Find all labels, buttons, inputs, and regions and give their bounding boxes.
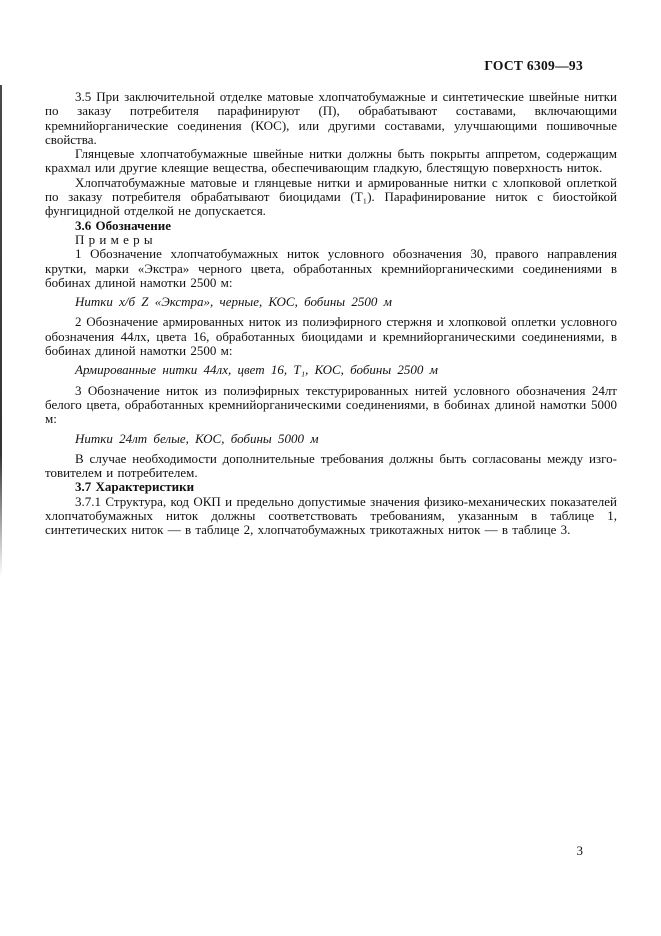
example-2-intro: 2 Обозначение армированных ниток из полиэфирного стержня и хлопковой оплетки условного обозначения 44лх, цвета 16, обработанных биоцидами и кремнийорганическими соединениями, в бобинах длиной намотки 2500 м:	[45, 314, 617, 359]
heading-3-6-designation: 3.6 Обозначение	[75, 217, 171, 233]
examples-label: П р и м е р ы	[75, 231, 153, 247]
document-header	[45, 58, 583, 74]
scan-artifact-line	[0, 85, 2, 577]
example-3-designation: Нитки 24лт белые, КОС, бобины 5000 м	[75, 430, 319, 446]
heading-3-7-characteristics: 3.7 Характеристики	[75, 479, 195, 495]
paragraph-3-5: 3.5 При заключительной отделке матовые хлопчатобумажные и синтетические швейные нитки по заказу потребителя парафинируют (П), обрабатывают составами, включающими кремнийорганические соединения (КОС), или другими составами, улучшающими пошивочные свойства.	[45, 89, 617, 147]
example-3-intro: 3 Обозначение ниток из полиэфирных текстурированных нитей условного обозначения 24лт белого цвета, обработанных кремнийорганическими соединениями, в бобинах длиной намотки 5000 м:	[45, 382, 617, 427]
paragraph-additional-requirements: В случае необходимости дополнительные требования должны быть согласованы между изготовителем и потребителем.	[45, 450, 617, 481]
paragraph-3-7-1: 3.7.1 Структура, код ОКП и предельно допустимые значения физико-механических показателей хлопчатобумажных ниток должны соответствовать требованиям, указанным в таблице 1, синтетических ниток — в таблице 2, хлопчатобумажных трикотажных ниток — в таблице 3.	[45, 493, 617, 538]
paragraph-glossy-threads: Глянцевые хлопчатобумажные швейные нитки должны быть покрыты аппретом, содержащим крахмал или другие клеящие вещества, обеспечивающим гладкую, блестящую поверхность ниток.	[45, 146, 617, 176]
example-1-intro: 1 Обозначение хлопчатобумажных ниток условного обозначения 30, правого направления крутки, марки «Экстра» черного цвета, обработанных кремнийорганическими соединениями в бобинах длиной намотки 2500 м:	[45, 246, 617, 290]
example-1-designation: Нитки х/б Z «Экстра», черные, КОС, бобины 2500 м	[75, 294, 392, 310]
example-2-designation: Армированные нитки 44лх, цвет 16, Т₁, КОС, бобины 2500 м	[75, 362, 438, 378]
document-body	[45, 90, 617, 538]
page-number: 3	[576, 843, 583, 858]
paragraph-matte-threads: Хлопчатобумажные матовые и глянцевые нитки и армированные нитки с хлопковой оплеткой по заказу потребителя обрабатывают биоцидами (Т₁). Парафинирование ниток с биостойкой фунгицидной отделкой не допускается.	[45, 174, 617, 219]
standard-number: ГОСТ 6309—93	[484, 58, 583, 73]
